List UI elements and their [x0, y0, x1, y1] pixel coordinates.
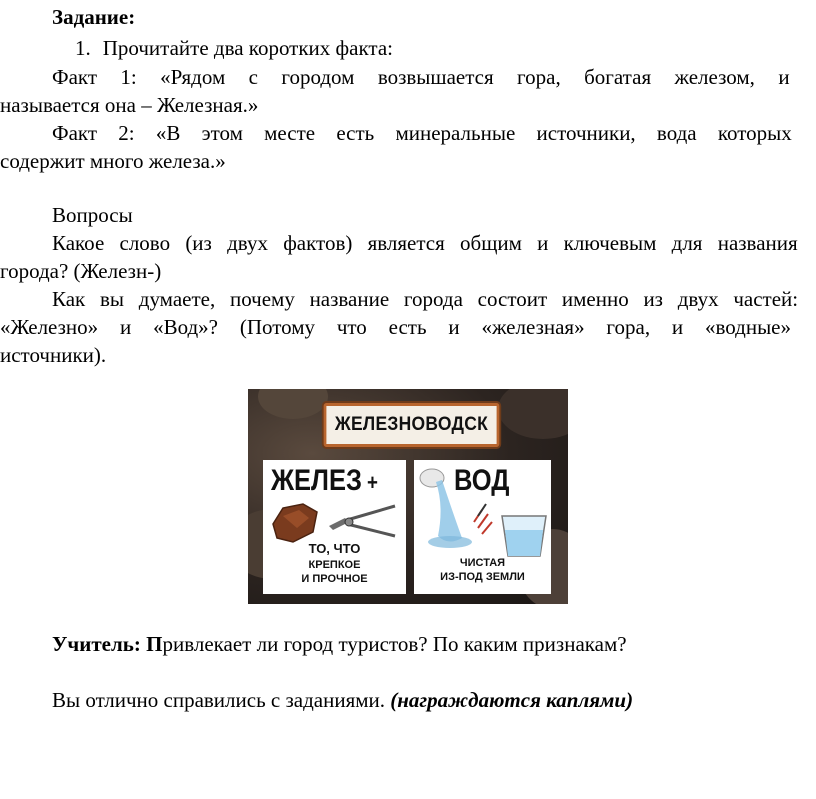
word: «Железно»: [0, 315, 99, 339]
teacher-question: [52, 632, 627, 656]
word: 1:: [120, 65, 137, 89]
word: городом: [281, 65, 355, 89]
word: (из: [185, 231, 212, 255]
word: и: [537, 231, 549, 255]
word: Факт: [52, 121, 98, 145]
word: и: [448, 315, 460, 339]
zheleznovodsk-illustration: [248, 389, 568, 604]
questions-heading: Вопросы: [52, 203, 133, 227]
word: есть: [336, 121, 375, 145]
iron-panel: [263, 460, 406, 594]
item-text: Прочитайте два коротких факта:: [102, 36, 393, 60]
word: слово: [119, 231, 171, 255]
word: которых: [717, 121, 792, 145]
word: Как: [52, 287, 86, 311]
word: и: [120, 315, 132, 339]
word: фактов): [283, 231, 353, 255]
fact-1-line-1: [52, 65, 813, 89]
word: есть: [388, 315, 427, 339]
word: и: [671, 315, 684, 339]
word: Какое: [52, 231, 105, 255]
water-title: ВОД: [454, 464, 510, 497]
word: месте: [264, 121, 316, 145]
teacher-text: ривлекает ли город туристов? По каким признакам?: [162, 632, 627, 656]
word: минеральные: [395, 121, 516, 145]
word: гора,: [517, 65, 561, 89]
word: 2:: [118, 121, 135, 145]
word: вы: [100, 287, 125, 311]
word: «Вод»?: [153, 315, 218, 339]
fact-2-line-2: содержит много железа.»: [0, 149, 226, 173]
word: название: [309, 287, 390, 311]
word: «Рядом: [160, 65, 226, 89]
city-name-sign: ЖЕЛЕЗНОВОДСК: [324, 403, 500, 447]
water-glass-icon: [418, 466, 548, 558]
word: ключевым: [563, 231, 657, 255]
item-number: 1.: [75, 36, 91, 60]
word: возвышается: [377, 65, 494, 89]
iron-caption-2: КРЕПКОЕ: [308, 559, 361, 571]
word: железом,: [674, 65, 755, 89]
word: вода: [656, 121, 697, 145]
word: является: [367, 231, 445, 255]
word: для: [671, 231, 703, 255]
word: состоит: [477, 287, 548, 311]
iron-caption-1: ТО, ЧТО: [308, 541, 361, 556]
question-2-line-2: [0, 315, 813, 339]
water-caption-2: ИЗ-ПОД ЗЕМЛИ: [440, 571, 525, 583]
word: «железная»: [481, 315, 585, 339]
question-1-line-2: города? (Железн-): [0, 259, 162, 283]
task-item-1: [75, 36, 393, 60]
fact-2-line-1: [52, 121, 813, 145]
task-heading: Задание:: [52, 5, 136, 29]
water-panel: [414, 460, 551, 594]
question-2-line-1: [52, 287, 813, 311]
word: «В: [155, 121, 181, 145]
fact-1-line-2: называется она – Железная.»: [0, 93, 259, 117]
word: «водные»: [704, 315, 792, 339]
word: гора,: [606, 315, 651, 339]
word: из: [643, 287, 663, 311]
word: общим: [460, 231, 522, 255]
word: (Потому: [239, 315, 315, 339]
closing-line: [52, 688, 633, 712]
teacher-label: Учитель: П: [52, 632, 163, 656]
iron-caption-3: И ПРОЧНОЕ: [301, 573, 368, 585]
question-2-line-3: источники).: [0, 343, 107, 367]
word: частей:: [733, 287, 799, 311]
word: города: [403, 287, 463, 311]
word: источники,: [536, 121, 636, 145]
word: этом: [201, 121, 243, 145]
word: думаете,: [138, 287, 216, 311]
water-caption-1: ЧИСТАЯ: [459, 557, 506, 569]
iron-title: ЖЕЛЕЗ +: [271, 464, 378, 497]
word: и: [778, 65, 790, 89]
word: Факт: [52, 65, 98, 89]
word: почему: [229, 287, 295, 311]
word: двух: [227, 231, 268, 255]
word: что: [336, 315, 367, 339]
word: названия: [717, 231, 798, 255]
word: богатая: [584, 65, 652, 89]
word: именно: [561, 287, 629, 311]
word: с: [248, 65, 258, 89]
word: двух: [677, 287, 719, 311]
question-1-line-1: [52, 231, 813, 255]
closing-text: Вы отлично справились с заданиями.: [52, 688, 386, 712]
closing-emphasis: (награждаются каплями): [390, 688, 634, 712]
